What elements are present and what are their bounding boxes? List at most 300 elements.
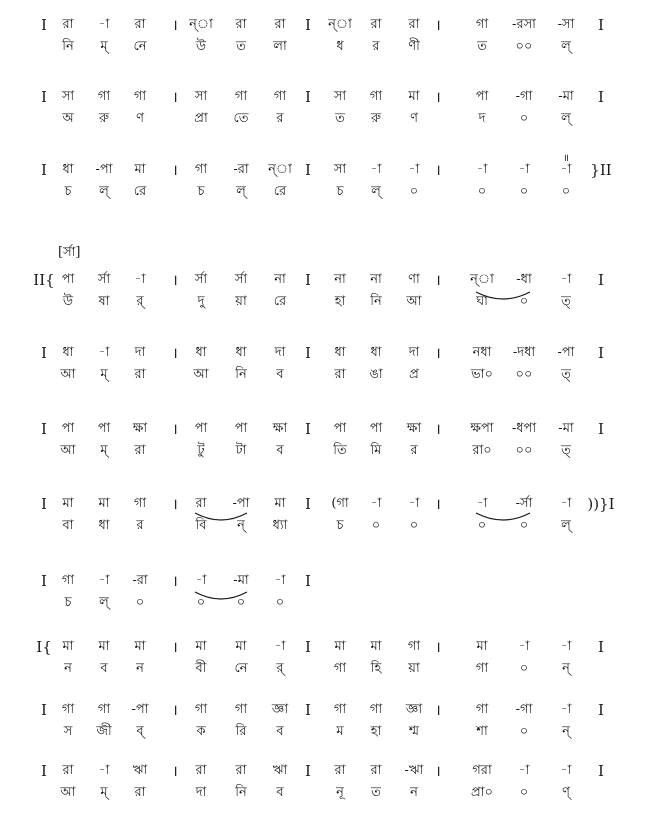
lyric-syllable: ০ xyxy=(275,595,285,610)
lyric-syllable: ০ xyxy=(519,724,529,739)
bar-line: I xyxy=(305,638,311,656)
swara-note: নধা xyxy=(472,345,492,360)
slur-arc xyxy=(193,590,249,604)
notation-row xyxy=(0,422,652,462)
swara-note: মা xyxy=(334,639,346,654)
swara-note: পা xyxy=(369,421,383,436)
swara-note: ক্ষা xyxy=(406,421,422,436)
swara-note: মা xyxy=(98,496,110,511)
lyric-syllable: টু xyxy=(197,443,205,458)
lyric-syllable: য়া xyxy=(235,294,247,309)
bar-line: I xyxy=(598,420,604,438)
notation-row xyxy=(0,163,652,203)
bar-line: I xyxy=(305,762,311,780)
swara-note: র্সা xyxy=(194,272,208,287)
slur-arc xyxy=(474,511,532,525)
swara-note: ণা xyxy=(408,272,420,287)
lyric-syllable: নূ xyxy=(336,785,344,800)
notation-row xyxy=(0,640,652,680)
lyric-syllable: রি xyxy=(235,724,247,739)
lyric-syllable: লা xyxy=(273,39,287,54)
lyric-syllable: প্রা xyxy=(194,111,208,126)
lyric-syllable: বা xyxy=(62,518,74,533)
swara-note: ধা xyxy=(334,345,346,360)
lyric-syllable: রে xyxy=(273,184,287,199)
swara-note: গা xyxy=(369,702,383,717)
swara-note: -রসা xyxy=(512,17,536,32)
swara-note: -া xyxy=(408,162,420,177)
swara-note: -গা xyxy=(515,89,533,104)
swara-note: ক্ষপা xyxy=(470,421,494,436)
swara-note: -া xyxy=(98,345,110,360)
swara-note: পা xyxy=(194,421,208,436)
lyric-syllable: ন xyxy=(64,661,72,676)
swara-note: গা xyxy=(369,89,383,104)
swara-note: সা xyxy=(61,89,75,104)
swara-note: গা xyxy=(61,573,75,588)
lyric-syllable: নি xyxy=(235,785,247,800)
swara-note: -মা xyxy=(558,89,574,104)
swara-note: -া xyxy=(408,496,420,511)
bar-line: । xyxy=(172,16,178,34)
lyric-syllable: আ xyxy=(60,785,76,800)
lyric-syllable: র xyxy=(276,111,284,126)
lyric-syllable: ম্ xyxy=(100,39,108,54)
lyric-syllable: ০ xyxy=(409,184,419,199)
swara-note: -া xyxy=(560,162,572,177)
swara-note: পা xyxy=(97,421,111,436)
bar-line: I xyxy=(598,344,604,362)
lyric-syllable: ব xyxy=(276,443,284,458)
lyric-syllable: ঘা xyxy=(476,294,488,309)
bar-line: I xyxy=(41,88,47,106)
bar-line: I xyxy=(305,161,311,179)
lyric-syllable: হি xyxy=(370,661,382,676)
lyric-syllable: র xyxy=(136,518,144,533)
lyric-syllable: ন xyxy=(410,785,418,800)
lyric-syllable: ন্ xyxy=(237,518,245,533)
slur-arc xyxy=(193,511,249,525)
swara-note: মা xyxy=(476,639,488,654)
lyric-syllable: ল্ xyxy=(561,39,571,54)
lyric-syllable: ত xyxy=(477,39,487,54)
swara-note: রা xyxy=(235,763,247,778)
swara-note: রা xyxy=(195,496,207,511)
swara-note: গা xyxy=(407,639,421,654)
bar-line: । xyxy=(172,344,178,362)
swara-note: -া xyxy=(560,272,572,287)
notation-row xyxy=(0,764,652,804)
lyric-syllable: রে xyxy=(133,184,147,199)
notation-row xyxy=(0,18,652,58)
swara-note: গা xyxy=(97,702,111,717)
bar-line: । xyxy=(172,420,178,438)
bar-line: II{ xyxy=(33,271,55,289)
lyric-syllable: ন xyxy=(136,661,144,676)
bar-line: I xyxy=(305,344,311,362)
swara-note: জ্ঞা xyxy=(271,702,289,717)
swara-note: রা xyxy=(62,17,74,32)
lyric-syllable: রা০ xyxy=(472,443,492,458)
bar-line: I xyxy=(598,16,604,34)
lyric-syllable: ণ xyxy=(136,111,144,126)
lyric-syllable: চ xyxy=(336,184,344,199)
lyric-syllable: আ xyxy=(193,367,209,382)
swara-note: মা xyxy=(134,639,146,654)
lyric-syllable: ব xyxy=(276,367,284,382)
swara-note: রা xyxy=(62,763,74,778)
swara-note: -মা xyxy=(233,573,249,588)
bar-line: । xyxy=(172,701,178,719)
bar-line: I xyxy=(305,495,311,513)
lyric-syllable: ০ xyxy=(477,184,487,199)
lyric-syllable: ভা০ xyxy=(471,367,493,382)
swara-note: -পা xyxy=(95,162,113,177)
swara-note: -ধা xyxy=(516,272,532,287)
lyric-syllable: ল্ xyxy=(561,518,571,533)
swara-note: গরা xyxy=(472,763,492,778)
swara-note: পা xyxy=(61,421,75,436)
lyric-syllable: ০ xyxy=(135,595,145,610)
swara-note: গা xyxy=(333,702,347,717)
lyric-syllable: ত xyxy=(335,111,345,126)
swara-note: -া xyxy=(98,573,110,588)
swara-note: ন্া xyxy=(189,17,213,32)
swara-note: মা xyxy=(370,639,382,654)
lyric-syllable: নি xyxy=(370,294,382,309)
lyric-syllable: ত্ xyxy=(561,294,571,309)
bar-line: I xyxy=(41,344,47,362)
swara-note: সা xyxy=(333,89,347,104)
lyric-syllable: প্র xyxy=(409,367,419,382)
lyric-syllable: দু xyxy=(197,294,205,309)
bar-line: I xyxy=(41,572,47,590)
lyric-syllable: ০ xyxy=(519,661,529,676)
swara-note: গা xyxy=(133,89,147,104)
swara-note: ক্ষা xyxy=(132,421,148,436)
lyric-syllable: ব xyxy=(276,724,284,739)
swara-note: না xyxy=(334,272,346,287)
notation-row xyxy=(0,574,652,614)
swara-note: -া xyxy=(476,162,488,177)
lyric-syllable: স xyxy=(63,724,73,739)
swara-note: রা xyxy=(134,17,146,32)
bar-line: }II xyxy=(590,161,612,179)
lyric-syllable: ল্ xyxy=(99,184,109,199)
bar-line: I xyxy=(598,762,604,780)
swara-note: (গা xyxy=(331,496,349,511)
lyric-syllable: টা xyxy=(235,443,247,458)
lyric-syllable: উ xyxy=(195,39,207,54)
bar-line: I xyxy=(305,572,311,590)
swara-note: দা xyxy=(408,345,420,360)
swara-note: -া xyxy=(560,763,572,778)
lyric-syllable: ০ xyxy=(519,184,529,199)
lyric-syllable: ম্ xyxy=(100,367,108,382)
lyric-syllable: ০ xyxy=(409,518,419,533)
lyric-syllable: ল্ xyxy=(371,184,381,199)
lyric-syllable: হা xyxy=(370,724,382,739)
lyric-syllable: চ xyxy=(197,184,205,199)
swara-note: -রা xyxy=(132,573,148,588)
bar-line: I xyxy=(41,420,47,438)
lyric-syllable: চ xyxy=(64,595,72,610)
swara-note: মা xyxy=(134,162,146,177)
bar-line: । xyxy=(435,762,441,780)
lyric-syllable: ত xyxy=(236,39,246,54)
notation-row xyxy=(0,346,652,386)
bar-line: । xyxy=(435,638,441,656)
swara-note: সা xyxy=(194,89,208,104)
swara-note: -া xyxy=(560,639,572,654)
bar-line: । xyxy=(172,271,178,289)
bar-line: । xyxy=(172,762,178,780)
lyric-syllable: ০০ xyxy=(515,367,533,382)
lyric-syllable: গা xyxy=(475,661,489,676)
swara-note: -র্সা xyxy=(515,496,533,511)
swara-note: -মা xyxy=(558,421,574,436)
lyric-syllable: আ xyxy=(60,367,76,382)
lyric-syllable: ল্ xyxy=(236,184,246,199)
lyric-syllable: র xyxy=(372,39,380,54)
swara-note: ধা xyxy=(62,162,74,177)
lyric-syllable: ত্ xyxy=(561,443,571,458)
swara-note: মা xyxy=(408,89,420,104)
swara-note: র্সা xyxy=(234,272,248,287)
lyric-syllable: রু xyxy=(371,111,381,126)
repeat-mark: ॥ xyxy=(563,153,569,164)
lyric-syllable: তে xyxy=(233,111,249,126)
bar-line: I xyxy=(598,701,604,719)
lyric-syllable: ম্ xyxy=(100,785,108,800)
lyric-syllable: অ xyxy=(62,111,74,126)
swara-note: ক্ষা xyxy=(272,421,288,436)
bar-line: । xyxy=(172,495,178,513)
slur-arc xyxy=(474,290,532,304)
lyric-syllable: ম xyxy=(336,724,344,739)
swara-note: ন্া xyxy=(268,162,292,177)
swara-note: -া xyxy=(370,162,382,177)
lyric-syllable: রু xyxy=(99,111,109,126)
swara-note: দা xyxy=(274,345,286,360)
lyric-syllable: ০০ xyxy=(515,443,533,458)
swara-note: মা xyxy=(98,639,110,654)
bar-line: I{ xyxy=(36,638,52,656)
swara-note: -পা xyxy=(557,345,575,360)
swara-note: -া xyxy=(134,272,146,287)
bar-line: I xyxy=(41,762,47,780)
swara-note: না xyxy=(370,272,382,287)
bar-line: । xyxy=(435,495,441,513)
swara-note: রা xyxy=(408,17,420,32)
swara-note: -গা xyxy=(515,702,533,717)
swara-note: ধা xyxy=(195,345,207,360)
lyric-syllable: বী xyxy=(195,661,207,676)
lyric-syllable: ণী xyxy=(408,39,420,54)
lyric-syllable: দ xyxy=(478,111,486,126)
bar-line: । xyxy=(435,161,441,179)
swara-note: মা xyxy=(274,496,286,511)
swara-note: ঋা xyxy=(132,763,148,778)
notation-row xyxy=(0,703,652,743)
swara-note: -রা xyxy=(233,162,249,177)
swara-note: -পা xyxy=(232,496,250,511)
swara-note: -া xyxy=(274,573,286,588)
swara-note: গা xyxy=(475,17,489,32)
lyric-syllable: ন্ xyxy=(562,724,570,739)
lyric-syllable: ০ xyxy=(236,595,246,610)
lyric-syllable: ০ xyxy=(561,184,571,199)
lyric-syllable: ধ্যা xyxy=(272,518,288,533)
swara-note: -দধা xyxy=(512,345,536,360)
bar-line: I xyxy=(305,701,311,719)
swara-note: পা xyxy=(475,89,489,104)
swara-note: ন্া xyxy=(470,272,494,287)
lyric-syllable: র্ xyxy=(276,661,284,676)
swara-note: -া xyxy=(370,496,382,511)
bar-line: I xyxy=(41,16,47,34)
lyric-syllable: ০ xyxy=(519,518,529,533)
swara-note: গা xyxy=(133,496,147,511)
swara-note: দা xyxy=(134,345,146,360)
lyric-syllable: ০ xyxy=(371,518,381,533)
swara-note: ঋা xyxy=(272,763,288,778)
swara-note: সা xyxy=(333,162,347,177)
swara-note: গা xyxy=(194,702,208,717)
lyric-syllable: দা xyxy=(195,785,207,800)
swara-note: পা xyxy=(333,421,347,436)
lyric-syllable: ণ xyxy=(410,111,418,126)
swara-note: গা xyxy=(475,702,489,717)
lyric-syllable: ০০ xyxy=(515,39,533,54)
bar-line: । xyxy=(172,161,178,179)
swara-note: পা xyxy=(61,272,75,287)
lyric-syllable: মি xyxy=(370,443,382,458)
swara-note: -ধপা xyxy=(511,421,537,436)
swara-note: -া xyxy=(195,573,207,588)
lyric-syllable: ০ xyxy=(519,785,529,800)
swara-note: গা xyxy=(234,89,248,104)
swara-note: পা xyxy=(234,421,248,436)
swara-note: -া xyxy=(98,17,110,32)
lyric-syllable: ত্ xyxy=(561,367,571,382)
lyric-syllable: রা xyxy=(134,443,146,458)
lyric-syllable: শা xyxy=(476,724,488,739)
swara-note: না xyxy=(274,272,286,287)
bar-line: ))}I xyxy=(587,495,615,513)
lyric-syllable: রা xyxy=(134,785,146,800)
lyric-syllable: উ xyxy=(62,294,74,309)
lyric-syllable: ০ xyxy=(519,294,529,309)
swara-note: -পা xyxy=(131,702,149,717)
swara-note: -া xyxy=(560,702,572,717)
swara-note: গা xyxy=(234,702,248,717)
bar-line: I xyxy=(598,88,604,106)
swara-note: রা xyxy=(195,763,207,778)
lyric-syllable: ধ xyxy=(336,39,344,54)
notation-row xyxy=(0,90,652,130)
lyric-syllable: ল্ xyxy=(561,111,571,126)
bar-line: I xyxy=(41,495,47,513)
swara-note: জ্ঞা xyxy=(405,702,423,717)
bar-line: । xyxy=(172,638,178,656)
swara-note: মা xyxy=(195,639,207,654)
lyric-syllable: নে xyxy=(234,661,248,676)
swara-note: ধা xyxy=(235,345,247,360)
lyric-syllable: রা xyxy=(334,367,346,382)
lyric-syllable: ল্ xyxy=(99,595,109,610)
swara-note: ধা xyxy=(62,345,74,360)
lyric-syllable: আ xyxy=(406,294,422,309)
swara-note: ধা xyxy=(370,345,382,360)
swara-note: -া xyxy=(518,162,530,177)
swara-note: মা xyxy=(235,639,247,654)
swara-note: ন্া xyxy=(328,17,352,32)
bar-line: I xyxy=(598,271,604,289)
lyric-syllable: ক xyxy=(196,724,206,739)
lyric-syllable: ০ xyxy=(196,595,206,610)
lyric-syllable: ব xyxy=(100,661,108,676)
bar-line: I xyxy=(41,701,47,719)
swara-note: রা xyxy=(370,17,382,32)
swara-note: গা xyxy=(273,89,287,104)
swara-note: রা xyxy=(370,763,382,778)
bar-line: I xyxy=(305,420,311,438)
lyric-syllable: র xyxy=(410,443,418,458)
bar-line: I xyxy=(41,161,47,179)
lyric-syllable: ব্ xyxy=(136,724,144,739)
lyric-syllable: নে xyxy=(133,39,147,54)
swara-note: -া xyxy=(476,496,488,511)
bar-line: । xyxy=(435,344,441,362)
bar-line: I xyxy=(305,271,311,289)
swara-note: -া xyxy=(560,496,572,511)
swara-note: রা xyxy=(334,763,346,778)
lyric-syllable: ০ xyxy=(519,111,529,126)
swara-note: -া xyxy=(274,639,286,654)
swara-note: গা xyxy=(194,162,208,177)
lyric-syllable: ষা xyxy=(98,294,110,309)
bar-line: I xyxy=(305,88,311,106)
notation-row xyxy=(0,497,652,537)
bar-line: । xyxy=(435,88,441,106)
lyric-syllable: নি xyxy=(62,39,74,54)
swara-note: মা xyxy=(62,496,74,511)
lyric-syllable: চ xyxy=(336,518,344,533)
swara-note: -া xyxy=(518,639,530,654)
lyric-syllable: ত xyxy=(371,785,381,800)
lyric-syllable: য়া xyxy=(408,661,420,676)
swara-note: -সা xyxy=(557,17,575,32)
lyric-syllable: জী xyxy=(96,724,112,739)
lyric-syllable: তি xyxy=(333,443,347,458)
section-label: [র্সা] xyxy=(58,245,81,260)
lyric-syllable: ম্ xyxy=(100,443,108,458)
swara-note: গা xyxy=(97,89,111,104)
swara-note: গা xyxy=(61,702,75,717)
lyric-syllable: ধা xyxy=(98,518,110,533)
lyric-syllable: গা xyxy=(333,661,347,676)
swara-note: -া xyxy=(98,763,110,778)
lyric-syllable: হা xyxy=(334,294,346,309)
lyric-syllable: আ xyxy=(60,443,76,458)
lyric-syllable: ০ xyxy=(477,518,487,533)
bar-line: । xyxy=(435,420,441,438)
lyric-syllable: ন্ xyxy=(562,661,570,676)
lyric-syllable: নি xyxy=(235,367,247,382)
bar-line: । xyxy=(172,572,178,590)
lyric-syllable: ব xyxy=(276,785,284,800)
